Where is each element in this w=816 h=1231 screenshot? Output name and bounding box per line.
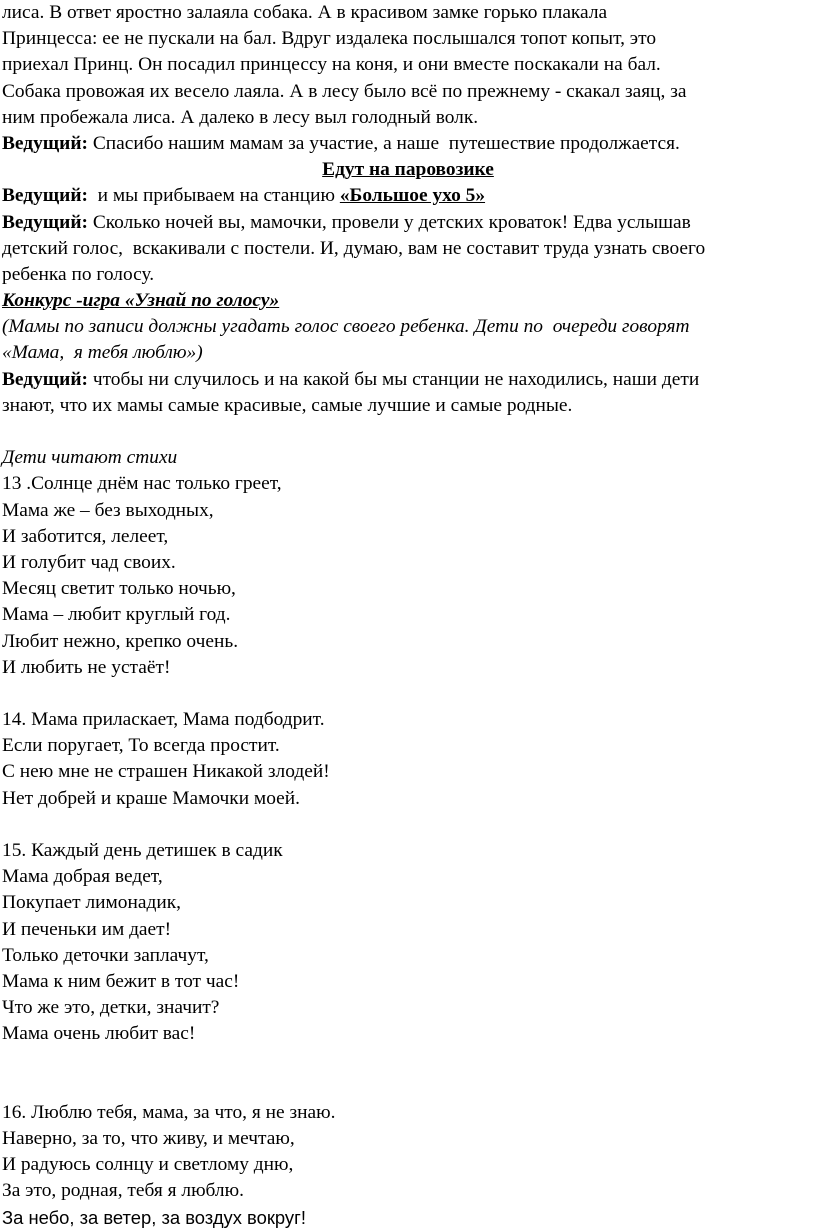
intro-line: Собака провожая их весело лаяла. А в лесу было всё по прежнему - скакал заяц, за [2,80,687,102]
blank-line [2,1048,814,1074]
speaker-label: Ведущий: [2,185,88,207]
poem-line: Если поругает, То всегда простит. [2,735,280,757]
host-final-line: чтобы ни случилось и на какой бы мы станции не находились, наши дети [87,368,700,390]
poem-13 [2,471,814,681]
poem-line: Мама – любит круглый год. [2,604,231,626]
intro-line: ним пробежала лиса. А далеко в лесу выл голодный волк. [2,106,479,128]
host-nights-line: ребенка по голосу. [2,263,155,285]
poem-16 [2,1100,814,1205]
host-nights-paragraph [2,210,814,289]
contest-note [2,314,814,366]
poem-line: И голубит чад своих. [2,551,176,573]
poem-line: Мама добрая ведет, [2,866,163,888]
poem-line: И любить не устаёт! [2,656,171,678]
poem-line: Мама к ним бежит в тот час! [2,970,240,992]
poems-heading: Дети читают стихи [2,447,178,469]
host-nights-line: Сколько ночей вы, мамочки, провели у детских кроваток! Едва услышав [87,211,691,233]
poem-line: Месяц светит только ночью, [2,578,236,600]
host-thanks-paragraph [2,131,814,157]
station-name: «Большое ухо 5» [339,185,486,207]
station-paragraph [2,183,814,209]
poem-line: Любит нежно, крепко очень. [2,630,239,652]
host-thanks-text: Спасибо нашим мамам за участие, а наше путешествие продолжается. [87,132,680,154]
contest-note-line: «Мама, я тебя люблю») [2,342,203,364]
poem-last-line: За небо, за ветер, за воздух вокруг! [2,1206,306,1228]
intro-paragraph [2,0,814,131]
poem-line: С нею мне не страшен Никакой злодей! [2,761,330,783]
poem-line: И радуюсь солнцу и светлому дню, [2,1154,294,1176]
poem-line: Наверно, за то, что живу, и мечтаю, [2,1128,295,1150]
poem-line: 14. Мама приласкает, Мама подбодрит. [2,709,325,731]
contest-note-line: (Мамы по записи должны угадать голос своего ребенка. Дети по очереди говорят [2,316,690,338]
train-heading: Едут на паровозике [322,159,494,181]
poem-line: И печеньки им дает! [2,918,172,940]
train-heading-row [2,157,814,183]
poem-line: Покупает лимонадик, [2,892,181,914]
intro-line: Принцесса: ее не пускали на бал. Вдруг издалека послышался топот копыт, это [2,28,657,50]
host-nights-line: детский голос, вскакивали с постели. И, думаю, вам не составит труда узнать своего [2,237,706,259]
speaker-label: Ведущий: [2,368,88,390]
blank-line [2,419,814,445]
station-text: и мы прибываем на станцию [87,185,340,207]
poem-line: Что же это, детки, значит? [2,997,220,1019]
blank-line [2,681,814,707]
poem-line: Нет добрей и краше Мамочки моей. [2,787,300,809]
speaker-label: Ведущий: [2,211,88,233]
blank-line [2,1074,814,1100]
speaker-label: Ведущий: [2,132,88,154]
poem-line: Мама очень любит вас! [2,1023,196,1045]
intro-line: приехал Принц. Он посадил принцессу на коня, и они вместе поскакали на бал. [2,54,661,76]
poem-line: Только деточки заплачут, [2,944,209,966]
intro-line: лиса. В ответ яростно залаяла собака. А в красивом замке горько плакала [2,2,608,23]
poem-line: 16. Люблю тебя, мама, за что, я не знаю. [2,1101,336,1123]
poem-line: 15. Каждый день детишек в садик [2,840,283,861]
host-final-line: знают, что их мамы самые красивые, самые лучшие и самые родные. [2,394,573,416]
poem-line: Мама же – без выходных, [2,499,214,521]
poem-15 [2,838,814,1048]
poem-line: За это, родная, тебя я люблю. [2,1180,244,1202]
host-final-paragraph [2,367,814,419]
contest-title-row [2,288,814,314]
poem-14 [2,707,814,812]
poem-line: 13 .Солнце днём нас только греет, [2,473,282,495]
contest-title: Конкурс -игра «Узнай по голосу» [2,290,280,312]
blank-line [2,812,814,838]
poem-line: И заботится, лелеет, [2,525,169,547]
